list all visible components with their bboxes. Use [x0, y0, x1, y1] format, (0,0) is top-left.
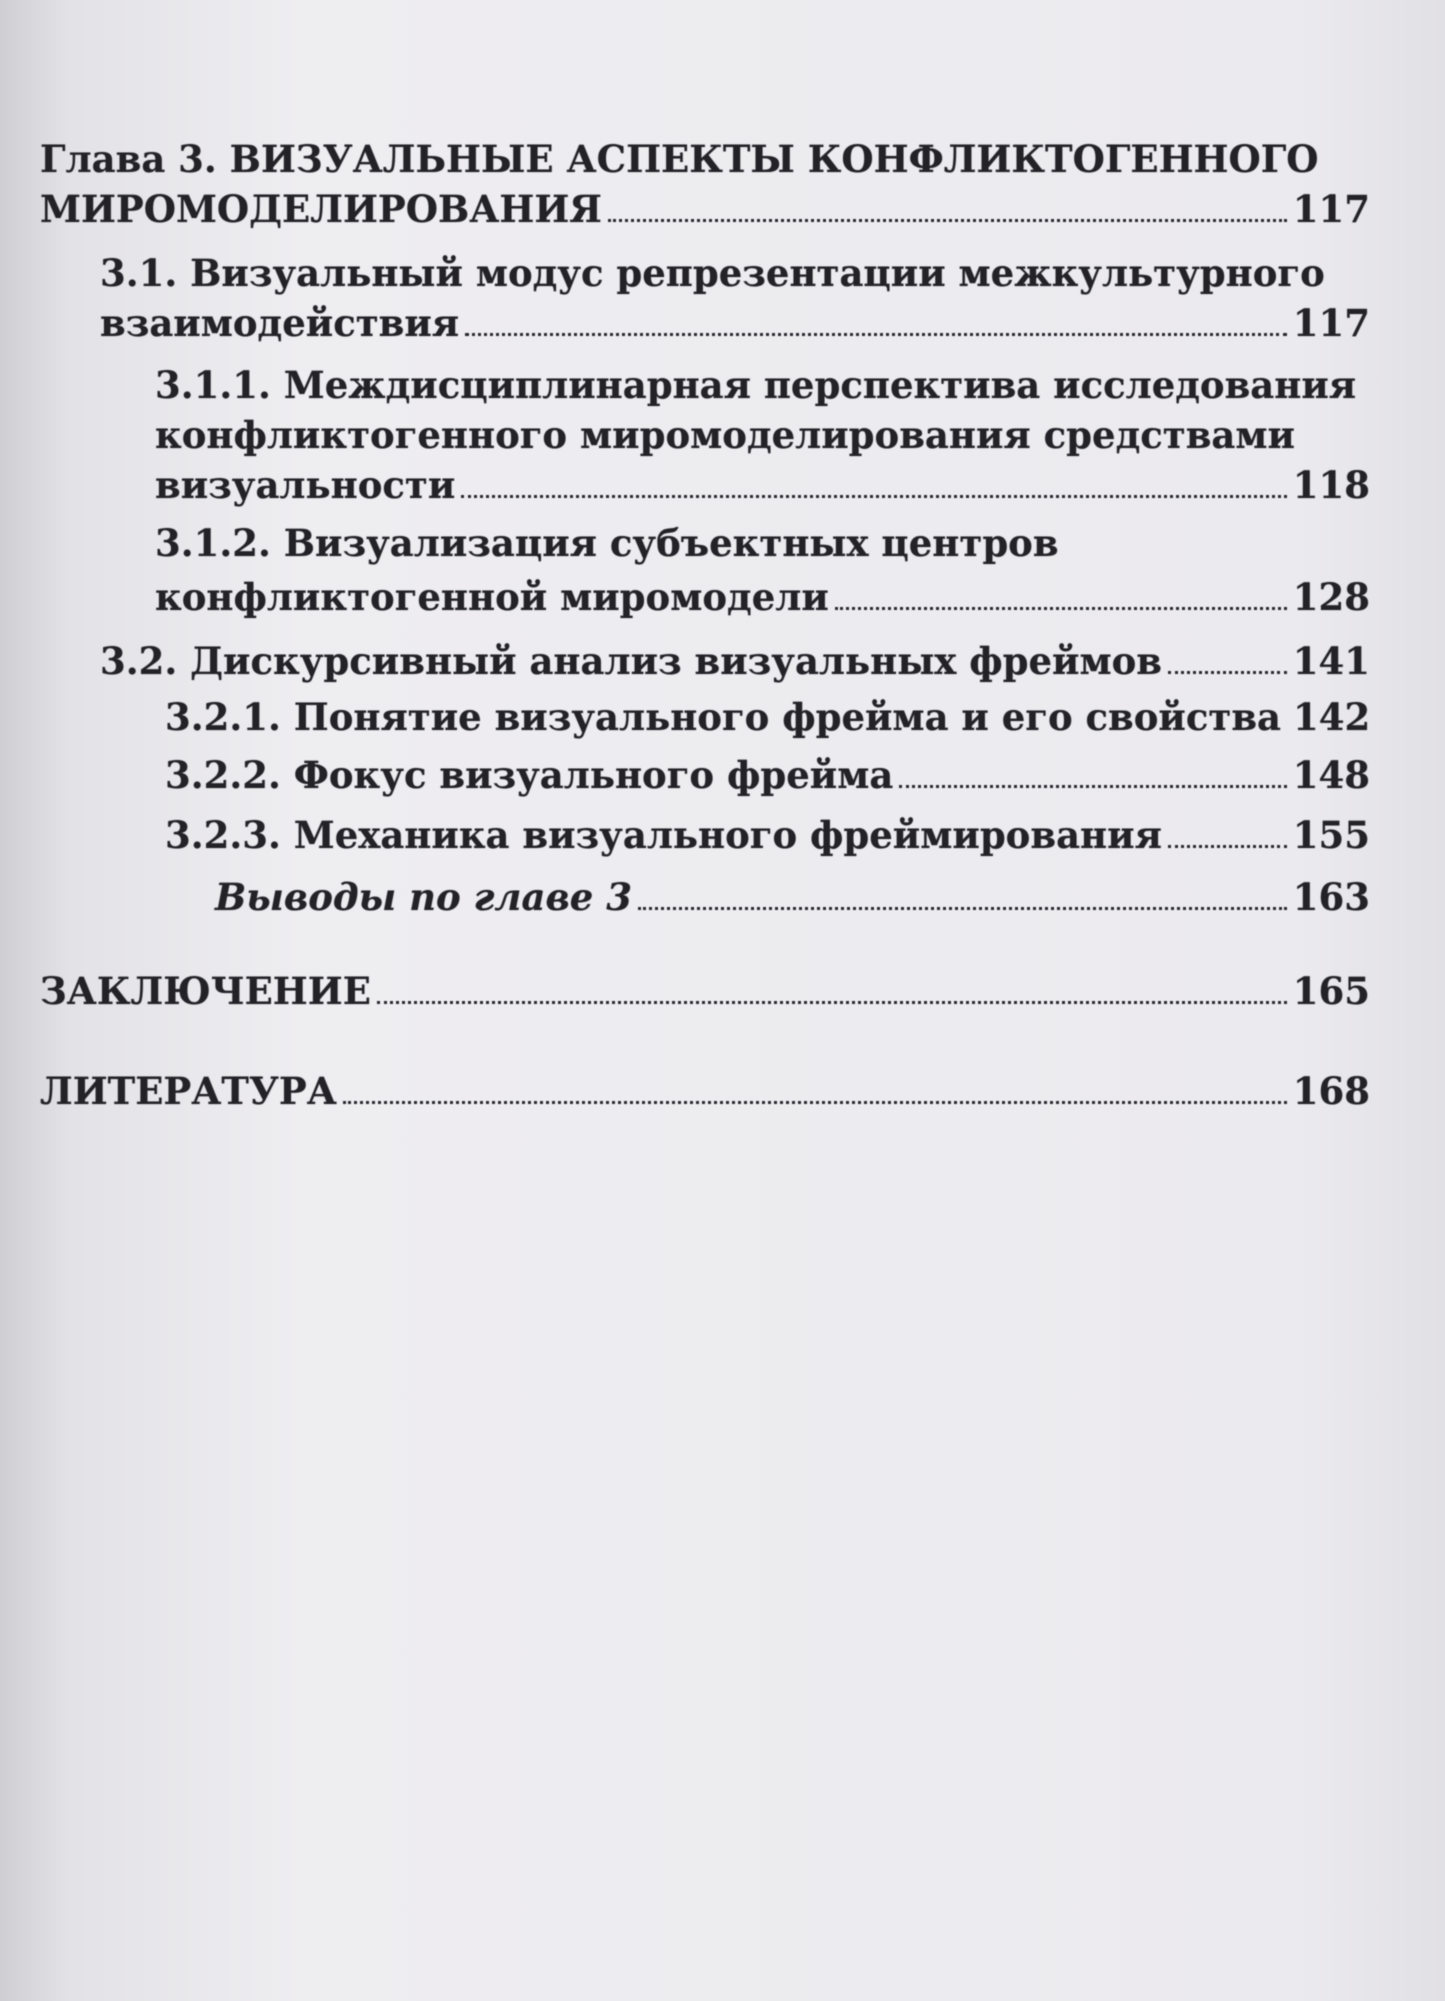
toc-entry-title: конфликтогенной миромодели	[155, 575, 829, 619]
toc-entry-section-3-1	[100, 248, 1370, 348]
toc-entry-chapter-3	[40, 134, 1370, 234]
page-number: 128	[1292, 575, 1370, 619]
toc-entry-title: 3.1.2. Визуализация субъектных центров	[155, 521, 1059, 565]
toc-entry-title: Выводы по главе 3	[215, 875, 632, 919]
page-number: 155	[1292, 813, 1370, 857]
toc-entry-title: 3.1.1. Междисциплинарная перспектива исследования	[155, 363, 1357, 407]
dot-leader	[899, 785, 1286, 788]
page-number: 168	[1292, 1069, 1370, 1113]
toc-entry-title: 3.2.2. Фокус визуального фрейма	[165, 753, 894, 797]
toc-entry-title: визуальности	[155, 463, 456, 507]
page-number: 141	[1292, 639, 1370, 683]
toc-entry-section-3-2-1	[165, 692, 1370, 742]
dot-leader	[608, 219, 1287, 222]
toc-entry-section-3-1-1	[155, 360, 1370, 510]
page-number: 165	[1292, 969, 1370, 1013]
toc-entry-title: 3.2.3. Механика визуального фреймирования	[165, 813, 1162, 857]
toc-entry-title: 3.2.1. Понятие визуального фрейма и его свойства	[165, 695, 1282, 739]
dot-leader	[461, 495, 1286, 498]
dot-leader	[465, 333, 1287, 336]
page-number: 117	[1292, 301, 1370, 345]
toc-entry-title: ЗАКЛЮЧЕНИЕ	[40, 969, 371, 1013]
dot-leader	[343, 1101, 1287, 1104]
toc-entry-title: МИРОМОДЕЛИРОВАНИЯ	[40, 187, 602, 231]
toc-entry-chapter-3-conclusions	[215, 872, 1370, 922]
dot-leader	[1168, 671, 1287, 674]
toc-entry-title: ЛИТЕРАТУРА	[40, 1069, 337, 1113]
toc-entry-title: 3.2. Дискурсивный анализ визуальных фреймов	[100, 639, 1162, 683]
toc-entry-title: Глава 3. ВИЗУАЛЬНЫЕ АСПЕКТЫ КОНФЛИКТОГЕННОГО	[40, 137, 1319, 181]
toc-entry-section-3-2-2	[165, 750, 1370, 800]
dot-leader	[835, 607, 1287, 610]
dot-leader	[1168, 845, 1287, 848]
toc-entry-section-3-2-3	[165, 810, 1370, 860]
dot-leader	[638, 907, 1287, 910]
toc-entry-section-3-2	[100, 636, 1370, 686]
toc-entry-final-chapter	[40, 966, 1370, 1016]
page-number: 148	[1292, 753, 1370, 797]
page-number: 118	[1292, 463, 1370, 507]
toc-entry-title: 3.1. Визуальный модус репрезентации межкультурного	[100, 251, 1325, 295]
toc-entry-literature	[40, 1066, 1370, 1116]
page-number: 163	[1292, 875, 1370, 919]
page-number: 142	[1293, 695, 1371, 739]
toc-entry-title: взаимодействия	[100, 301, 460, 345]
toc-entry-title: конфликтогенного миромоделирования средствами	[155, 413, 1295, 457]
page-number: 117	[1292, 187, 1370, 231]
toc-entry-section-3-1-2	[155, 518, 1370, 618]
dot-leader	[377, 1001, 1287, 1004]
